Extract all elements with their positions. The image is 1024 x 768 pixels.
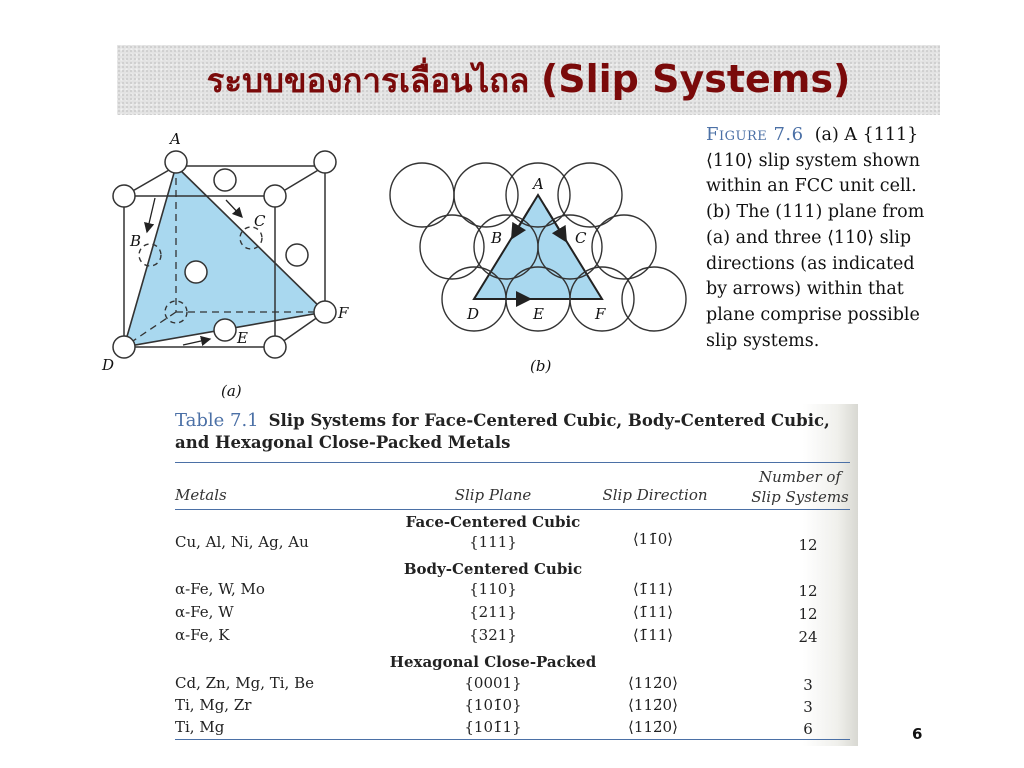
table-cell-metals: Ti, Mg xyxy=(175,718,225,736)
table-cell-plane: {0001} xyxy=(464,674,522,692)
table-cell-plane: {110} xyxy=(469,580,517,598)
table-cell-direction: ⟨1̄11⟩ xyxy=(632,603,674,621)
table-cell-count: 12 xyxy=(798,582,818,600)
slip-systems-table xyxy=(168,404,858,746)
group-heading: Body-Centered Cubic xyxy=(403,560,583,578)
fig-a-caption-label: (a) xyxy=(221,382,242,400)
group-heading: Face-Centered Cubic xyxy=(405,513,581,531)
header-slip-direction: Slip Direction xyxy=(602,486,708,504)
slide-title-english: (Slip Systems) xyxy=(540,56,851,101)
table-heading xyxy=(175,410,855,454)
table-cell-direction: ⟨112̄0⟩ xyxy=(628,696,678,714)
table-cell-plane: {101̄0} xyxy=(464,696,522,714)
table-cell-count: 3 xyxy=(803,698,813,716)
table-cell-plane: {211} xyxy=(469,603,517,621)
fig-a-label-C: C xyxy=(254,212,266,230)
table-number: Table 7.1 xyxy=(175,410,259,431)
figure-a-fcc-unit-cell xyxy=(100,128,360,403)
table-cell-metals: Cu, Al, Ni, Ag, Au xyxy=(175,533,309,551)
table-cell-count: 12 xyxy=(798,536,818,554)
table-cell-direction: ⟨1̄11⟩ xyxy=(632,626,674,644)
header-metals: Metals xyxy=(175,486,227,504)
page-number: 6 xyxy=(912,725,923,743)
fig-a-label-E: E xyxy=(237,329,248,347)
slide-title xyxy=(207,54,851,107)
fig-a-label-B: B xyxy=(130,232,142,250)
figure-b-close-packed-plane xyxy=(382,160,692,375)
header-number-line2: Slip Systems xyxy=(751,488,849,506)
fig-b-label-C: C xyxy=(575,229,587,247)
table-cell-metals: α-Fe, W, Mo xyxy=(175,580,265,598)
fig-a-label-D: D xyxy=(102,356,115,374)
table-cell-direction: ⟨11̄0⟩ xyxy=(632,530,674,548)
header-number-line1: Number of xyxy=(758,468,841,486)
table-cell-count: 24 xyxy=(798,628,818,646)
figure-number: Figure 7.6 xyxy=(706,124,804,145)
fig-b-label-A: A xyxy=(533,175,544,193)
table-rule-header xyxy=(175,509,850,510)
table-cell-direction: ⟨112̄0⟩ xyxy=(628,718,678,736)
table-cell-metals: α-Fe, W xyxy=(175,603,234,621)
table-cell-count: 12 xyxy=(798,605,818,623)
figure-caption-text: (a) A {111}⟨110⟩ slip system shown within an FCC unit cell. (b) The (111) plane from (a) and three ⟨110⟩ slip directions (as indicated by arrows) within that plane comprise possible slip systems. xyxy=(706,125,925,351)
group-heading: Hexagonal Close-Packed xyxy=(389,653,597,671)
table-rule-bottom xyxy=(175,739,850,740)
slide-title-thai: ระบบของการเลื่อนไถล xyxy=(206,60,530,100)
table-cell-metals: Ti, Mg, Zr xyxy=(175,696,252,714)
fig-b-label-E: E xyxy=(533,305,544,323)
table-cell-metals: Cd, Zn, Mg, Ti, Be xyxy=(175,674,314,692)
fig-b-label-F: F xyxy=(595,305,606,323)
header-slip-plane: Slip Plane xyxy=(454,486,532,504)
table-cell-plane: {101̄1} xyxy=(464,718,522,736)
table-cell-metals: α-Fe, K xyxy=(175,626,230,644)
table-cell-plane: {111} xyxy=(469,533,517,551)
figure-caption xyxy=(706,122,936,354)
fig-b-caption-label: (b) xyxy=(530,357,552,375)
slide-title-bar xyxy=(117,45,940,115)
table-cell-count: 6 xyxy=(803,720,813,738)
fig-b-label-D: D xyxy=(467,305,480,323)
table-cell-count: 3 xyxy=(803,676,813,694)
fig-a-label-A: A xyxy=(170,130,181,148)
table-cell-direction: ⟨112̄0⟩ xyxy=(628,674,678,692)
table-rule-top xyxy=(175,462,850,463)
table-cell-direction: ⟨1̄11⟩ xyxy=(632,580,674,598)
fig-b-label-B: B xyxy=(491,229,503,247)
table-title: Slip Systems for Face-Centered Cubic, Body-Centered Cubic, and Hexagonal Close-Packed Metals xyxy=(175,411,830,452)
fig-a-label-F: F xyxy=(338,304,349,322)
table-cell-plane: {321} xyxy=(469,626,517,644)
